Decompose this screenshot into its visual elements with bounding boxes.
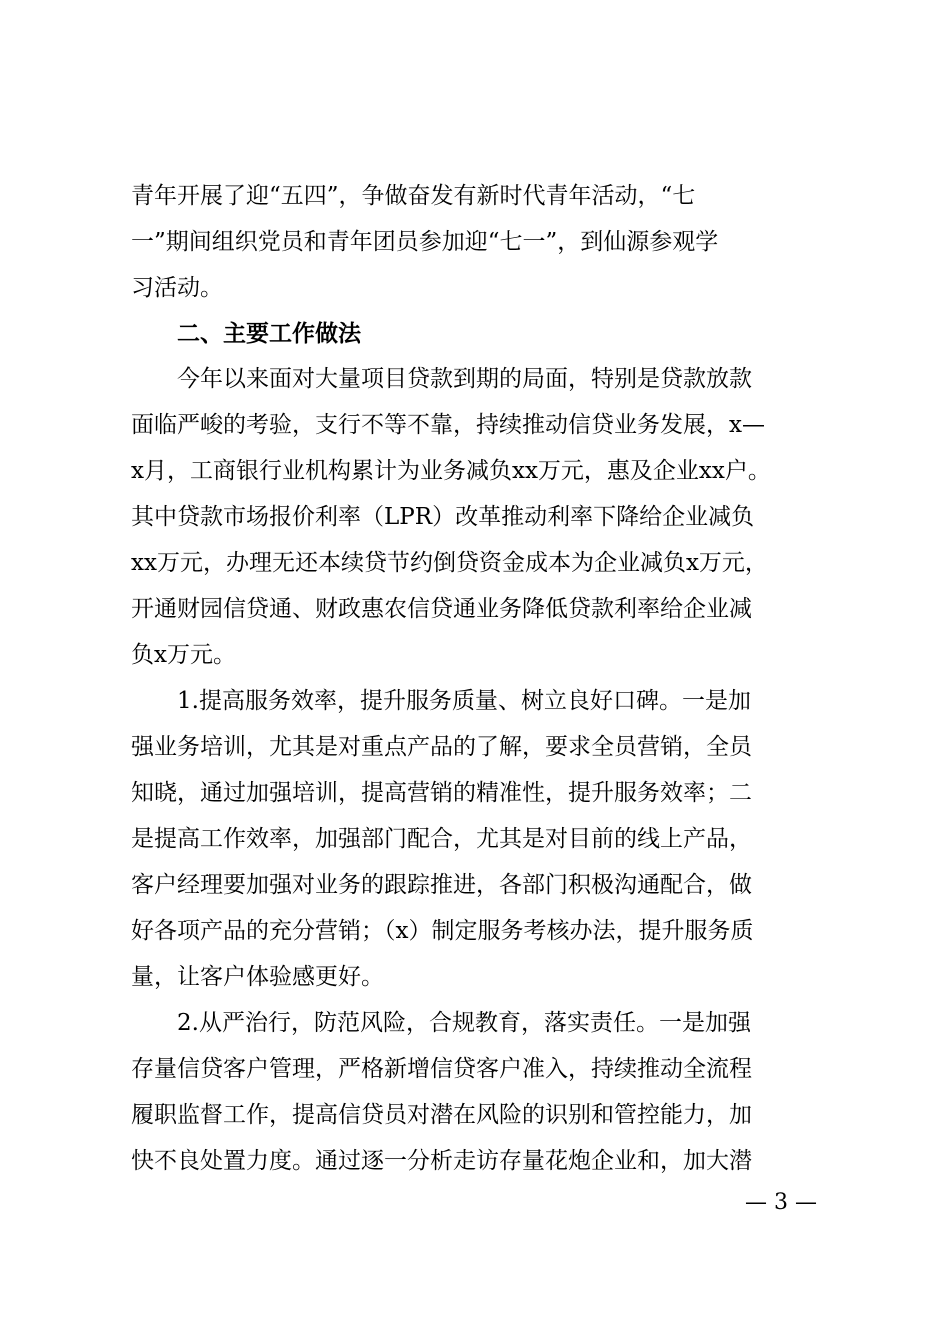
text-line: 量，让客户体验感更好。 [131, 964, 384, 990]
text-line: 知晓，通过加强培训，提高营销的精准性，提升服务效率；二 [131, 780, 752, 806]
text-line: 习活动。 [131, 275, 223, 301]
text-line: 履职监督工作，提高信贷员对潜在风险的识别和管控能力，加 [131, 1102, 752, 1128]
text-line: 存量信贷客户管理，严格新增信贷客户准入，持续推动全流程 [131, 1056, 752, 1082]
page-number: — 3 — [745, 1190, 817, 1215]
section-heading: 二、主要工作做法 [177, 321, 361, 347]
text-line: 青年开展了迎“五四”，争做奋发有新时代青年活动，“七 [131, 183, 696, 209]
text-line: x月，工商银行业机构累计为业务减负xx万元，惠及企业xx户。 [131, 458, 771, 484]
text-line: 好各项产品的充分营销；（x）制定服务考核办法，提升服务质 [131, 918, 754, 944]
text-line: xx万元，办理无还本续贷节约倒贷资金成本为企业减负x万元， [131, 550, 768, 576]
text-line: 强业务培训，尤其是对重点产品的了解，要求全员营销，全员 [131, 734, 752, 760]
text-line: 客户经理要加强对业务的跟踪推进，各部门积极沟通配合，做 [131, 872, 752, 898]
text-line: 快不良处置力度。通过逐一分析走访存量花炮企业和，加大潜 [131, 1148, 752, 1174]
text-line: 其中贷款市场报价利率（LPR）改革推动利率下降给企业减负 [131, 504, 755, 530]
text-line: 一”期间组织党员和青年团员参加迎“七一”，到仙源参观学 [131, 229, 719, 255]
text-line: 面临严峻的考验，支行不等不靠，持续推动信贷业务发展，x— [131, 412, 765, 438]
text-line: 2.从严治行，防范风险，合规教育，落实责任。一是加强 [177, 1010, 751, 1036]
text-line: 开通财园信贷通、财政惠农信贷通业务降低贷款利率给企业减 [131, 596, 752, 622]
text-line: 今年以来面对大量项目贷款到期的局面，特别是贷款放款 [177, 366, 752, 392]
text-line: 1.提高服务效率，提升服务质量、树立良好口碑。一是加 [177, 688, 751, 714]
text-line: 是提高工作效率，加强部门配合，尤其是对目前的线上产品， [131, 826, 752, 852]
text-line: 负x万元。 [131, 642, 236, 668]
